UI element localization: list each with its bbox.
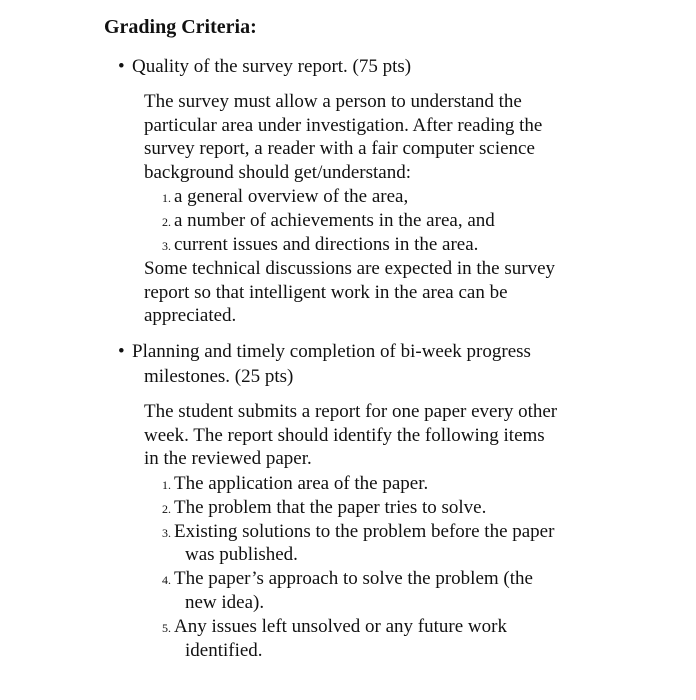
criterion-1-item-2 <box>162 209 495 235</box>
grading-criteria-heading: Grading Criteria: <box>104 16 257 38</box>
list-number: 4. <box>162 573 171 587</box>
paragraph-line: The survey must allow a person to understand the <box>144 91 522 112</box>
paragraph-line: survey report, a reader with a fair computer science <box>144 138 535 160</box>
criterion-2-item-4-continued: new idea). <box>185 592 265 613</box>
criterion-2-title-text: Planning and timely completion of bi-week progress <box>132 341 531 362</box>
criterion-2-item-3 <box>162 520 554 546</box>
paragraph-line: week. The report should identify the following items <box>144 424 545 446</box>
list-item-text: a number of achievements in the area, and <box>174 210 495 231</box>
bullet-icon: • <box>118 56 125 77</box>
criterion-2-title <box>118 340 531 364</box>
list-number: 1. <box>162 478 171 492</box>
paragraph-line: in the reviewed paper. <box>144 448 312 470</box>
criterion-1-intro <box>144 90 614 184</box>
paragraph-line: The student submits a report for one paper every other <box>144 401 558 422</box>
list-number: 5. <box>162 621 171 635</box>
list-item-text: The problem that the paper tries to solve. <box>174 497 487 518</box>
criterion-2-title-continued: milestones. (25 pts) <box>144 366 294 387</box>
list-item-text: current issues and directions in the area. <box>174 234 479 255</box>
paragraph-line: background should get/understand: <box>144 161 412 183</box>
criterion-2-item-5-continued: identified. <box>185 640 263 661</box>
list-number: 3. <box>162 526 171 540</box>
criterion-2-item-5 <box>162 615 507 641</box>
paragraph-line: Some technical discussions are expected in the survey <box>144 258 556 279</box>
criterion-1-item-1 <box>162 185 408 211</box>
paragraph-line: particular area under investigation. After reading the <box>144 114 543 136</box>
list-number: 1. <box>162 191 171 205</box>
criterion-1-title-text: Quality of the survey report. (75 pts) <box>132 56 412 77</box>
list-number: 2. <box>162 502 171 516</box>
list-number: 2. <box>162 215 171 229</box>
list-item-text: The paper’s approach to solve the problem (the <box>174 568 533 589</box>
criterion-2-item-4 <box>162 567 533 593</box>
criterion-1-item-3 <box>162 233 478 259</box>
list-item-text: a general overview of the area, <box>174 186 409 207</box>
list-item-text: Existing solutions to the problem before the paper <box>174 521 555 542</box>
criterion-1-closing <box>144 257 614 328</box>
criterion-2-item-1 <box>162 472 428 498</box>
criterion-1-title <box>118 55 411 79</box>
list-number: 3. <box>162 239 171 253</box>
paragraph-line: appreciated. <box>144 305 237 327</box>
cropped-text-fragment <box>100 0 580 2</box>
list-item-text: Any issues left unsolved or any future work <box>174 616 507 637</box>
paragraph-line: report so that intelligent work in the area can be <box>144 281 508 303</box>
criterion-2-item-3-continued: was published. <box>185 544 298 565</box>
bullet-icon: • <box>118 341 125 362</box>
criterion-2-item-2 <box>162 496 486 522</box>
list-item-text: The application area of the paper. <box>174 473 429 494</box>
criterion-2-intro <box>144 400 614 471</box>
